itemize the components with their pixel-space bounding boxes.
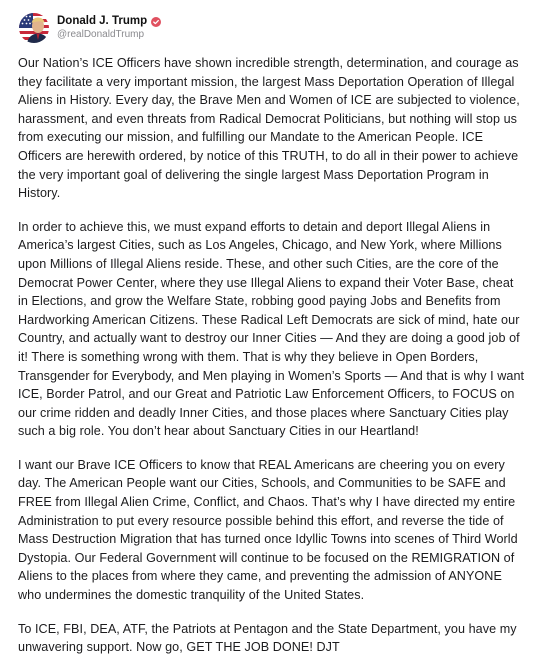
author-handle[interactable]: @realDonaldTrump bbox=[57, 29, 145, 41]
post-paragraph-2: In order to achieve this, we must expand efforts to detain and deport Illegal Aliens in America’s largest Cities, such as Los Angeles, Chicago, and New York, where Millions upon Millions of Illegal Aliens reside. These, and other such Cities, are the core of the Democrat Power Center, where they use Illegal Aliens to expand their Voter Base, cheat in Elections, and grow the Welfare State, robbing good paying Jobs and Benefits from Hardworking American Citizens. These Radical Left Democrats are sick of mind, hate our Country, and actually want to destroy our Inner Cities — And they are doing a good job of it! There is something wrong with them. That is why they believe in Open Borders, Transgender for Everybody, and Men playing in Women’s Sports — And that is why I want ICE, Border Patrol, and our Great and Patriotic Law Enforcement Officers, to FOCUS on our crime ridden and deadly Inner Cities, and those places where Sanctuary Cities play such a big role. You don’t hear about Sanctuary Cities in our Heartland! bbox=[18, 219, 525, 439]
post-header bbox=[18, 10, 526, 46]
post-paragraph-3: I want our Brave ICE Officers to know that REAL Americans are cheering you on every day. The American People want our Cities, Schools, and Communities to be SAFE and FREE from Illegal Alien Crime, Conflict, and Chaos. That’s why I have directed my entire Administration to put every resource possible behind this effort, and reverse the tide of Mass Destruction Migration that has turned once Idyllic Towns into scenes of Third World Dystopia. Our Federal Government will continue to be focused on the REMIGRATION of Aliens to the places from where they came, and preventing the admission of ANYONE who undermines the domestic tranquility of the United States. bbox=[18, 457, 518, 603]
verified-badge-icon bbox=[151, 17, 161, 27]
avatar[interactable] bbox=[19, 13, 49, 43]
post-body bbox=[18, 54, 526, 657]
author-identity bbox=[57, 15, 161, 41]
author-display-name[interactable]: Donald J. Trump bbox=[57, 15, 148, 28]
post-paragraph-1: Our Nation’s ICE Officers have shown incredible strength, determination, and courage as they facilitate a very important mission, the largest Mass Deportation Operation of Illegal Aliens in History. Every day, the Brave Men and Women of ICE are subjected to violence, harassment, and even threats from Radical Democrat Politicians, but nothing will stop us from executing our mission, and fulfilling our Mandate to the American People. ICE Officers are herewith ordered, by notice of this TRUTH, to do all in their power to achieve the very important goal of delivering the single largest Mass Deportation Program in History. bbox=[18, 56, 520, 201]
author-name-row bbox=[57, 15, 161, 28]
avatar-flag-portrait-icon bbox=[19, 13, 49, 43]
post-paragraph-4: To ICE, FBI, DEA, ATF, the Patriots at Pentagon and the State Department, you have my unwavering support. Now go, GET THE JOB DONE! DJT bbox=[18, 621, 517, 655]
